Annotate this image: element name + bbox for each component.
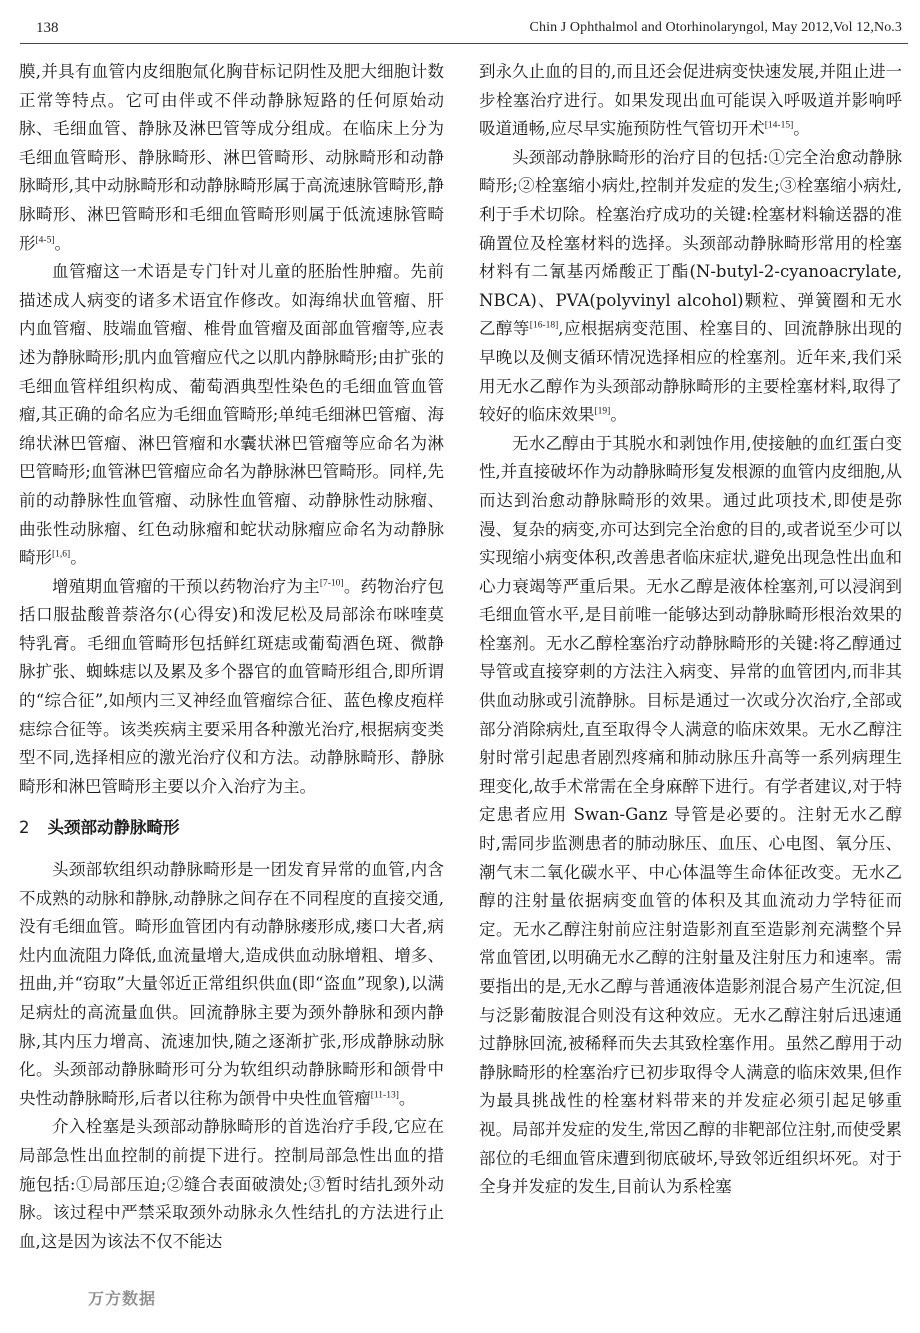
left-column [19,58,444,1256]
paragraph-text: 血管瘤这一术语是专门针对儿童的胚胎性肿瘤。先前描述成人病变的诸多术语宜作修改。如海绵状血管瘤、肝内血管瘤、肢端血管瘤、椎骨血管瘤及面部血管瘤等,应表述为静脉畸形;肌内血管瘤应代之以肌内静脉畸形;由扩张的毛细血管样组织构成、葡萄酒典型性染色的毛细血管血管瘤,其正确的命名应为毛细血管畸形;单纯毛细淋巴管瘤、海绵状淋巴管瘤、淋巴管瘤和水囊状淋巴管瘤等应命名为淋巴管畸形;血管淋巴管瘤应命名为静脉淋巴管畸形。同样,先前的动静脉性血管瘤、动脉性血管瘤、动静脉性动脉瘤、曲张性动脉瘤、红色动脉瘤和蛇状动脉瘤应命名为动静脉畸形 [19,262,444,568]
paragraph-text: 介入栓塞是头颈部动静脉畸形的首选治疗手段,它应在局部急性出血控制的前提下进行。控制局部急性出血的措施包括:①局部压迫;②缝合表面破溃处;③暂时结扎颈外动脉。该过程中严禁采取颈外动脉永久性结扎的方法进行止血,这是因为该法不仅不能达 [19,1117,444,1251]
section-heading [19,814,444,843]
citation: [11-13] [370,1090,399,1101]
journal-running-head: Chin J Ophthalmol and Otorhinolaryngol, May 2012,Vol 12,No.3 [529,20,902,35]
paragraph [479,58,902,144]
paragraph-text: 膜,并具有血管内皮细胞氚化胸苷标记阴性及肥大细胞计数正常等特点。它可由伴或不伴动静脉短路的任何原始动脉、毛细血管、静脉及淋巴管等成分组成。在临床上分为毛细血管畸形、静脉畸形、淋巴管畸形、动脉畸形和动静脉畸形,其中动脉畸形和动静脉畸形属于高流速脉管畸形,静脉畸形、淋巴管畸形和毛细血管畸形则属于低流速脉管畸形 [19,62,444,253]
paragraph [19,258,444,573]
paragraph [19,856,444,1113]
citation: [19] [594,406,611,417]
paragraph-text: ,应根据病变范围、栓塞目的、回流静脉出现的早晚以及侧支循环情况选择相应的栓塞剂。近年来,我们采用无水乙醇作为头颈部动静脉畸形的主要栓塞材料,取得了较好的临床效果 [479,319,903,425]
paragraph [479,430,902,1202]
paragraph-text: 。药物治疗包括口服盐酸普萘洛尔(心得安)和泼尼松及局部涂布咪喹莫特乳膏。毛细血管畸形包括鲜红斑痣或葡萄酒色斑、微静脉扩张、蜘蛛痣以及累及多个器官的血管畸形组合,即所谓的“综合征”,如颅内三叉神经血管瘤综合征、蓝色橡皮疱样痣综合征等。该类疾病主要采用各种激光治疗,根据病变类型不同,选择相应的激光治疗仪和方法。动静脉畸形、静脉畸形和淋巴管畸形主要以介入治疗为主。 [19,576,445,796]
paragraph [479,144,902,430]
paragraph-text: 头颈部软组织动静脉畸形是一团发育异常的血管,内含不成熟的动脉和静脉,动静脉之间存在不同程度的直接交通,没有毛细血管。畸形血管团内有动静脉瘘形成,瘘口大者,病灶内血流阻力降低,血流量增大,造成供血动脉增粗、增多、扭曲,并“窃取”大量邻近正常组织供血(即“盗血”现象),以满足病灶的高流量血供。回流静脉主要为颈外静脉和颈内静脉,其内压力增高、流速加快,随之逐渐扩张,形成静脉动脉化。头颈部动静脉畸形可分为软组织动静脉畸形和颌骨中央性动静脉畸形,后者以往称为颌骨中央性血管瘤 [19,860,444,1108]
citation: [1,6] [52,549,71,560]
paragraph [19,58,444,258]
citation: [14-15] [764,120,794,131]
citation: [16-18] [529,320,559,331]
citation: [4-5] [35,235,55,246]
paragraph [19,573,444,802]
punctuation: 。 [610,405,627,425]
paragraph-text: 无水乙醇由于其脱水和剥蚀作用,使接触的血红蛋白变性,并直接破坏作为动静脉畸形复发根源的血管内皮细胞,从而达到治愈动静脉畸形的效果。通过此项技术,即使是弥漫、复杂的病变,亦可达到完全治愈的目的,或者说至少可以实现缩小病变体积,改善患者临床症状,避免出现急性出血和心力衰竭等严重后果。无水乙醇是液体栓塞剂,可以浸润到毛细血管水平,是目前唯一能够达到动静脉畸形根治效果的栓塞剂。无水乙醇栓塞治疗动静脉畸形的关键:将乙醇通过导管或直接穿刺的方法注入病变、异常的血管团内,而非其供血动脉或引流静脉。目标是通过一次或分次治疗,全部或部分消除病灶,直至取得令人满意的临床效果。无水乙醇注射时常引起患者剧烈疼痛和肺动脉压升高等一系列病理生理变化,故手术常需在全身麻醉下进行。有学者建议,对于特定患者应用 Swan-Ganz 导管是必要的。注射无水乙醇时,需同步监测患者的肺动脉压、血压、心电图、氧分压、潮气末二氧化碳水平、中心体温等生命体征改变。无水乙醇的注射量依据病变血管的体积及其血流动力学特征而定。无水乙醇注射前应注射造影剂直至造影剂充满整个异常血管团,以明确无水乙醇的注射量及注射压力和速率。需要指出的是,无水乙醇与普通液体造影剂混合易产生沉淀,但与泛影葡胺混合则没有这种效应。无水乙醇注射后迅速通过静脉回流,被稀释而失去其致栓塞作用。虽然乙醇用于动静脉畸形的栓塞治疗已初步取得令人满意的临床效果,但作为最具挑战性的栓塞材料带来的并发症必须引起足够重视。局部并发症的发生,常因乙醇的非靶部位注射,而使受累部位的毛细血管床遭到彻底破坏,导致邻近组织坏死。对于全身并发症的发生,目前认为系栓塞 [479,433,902,1197]
section-title: 头颈部动静脉畸形 [47,818,180,838]
punctuation: 。 [793,119,810,139]
paragraph [19,1113,444,1256]
header-rule [20,43,908,44]
section-number: 2 [19,818,30,838]
punctuation: 。 [54,233,71,253]
paragraph-text: 到永久止血的目的,而且还会促进病变快速发展,并阻止进一步栓塞治疗进行。如果发现出血可能误入呼吸道并影响呼吸道通畅,应尽早实施预防性气管切开术 [479,62,902,139]
page-number: 138 [36,20,59,36]
punctuation: 。 [398,1088,416,1108]
citation: [7-10] [319,578,344,589]
paragraph-text: 头颈部动静脉畸形的治疗目的包括:①完全治愈动静脉畸形;②栓塞缩小病灶,控制并发症的发生;③栓塞缩小病灶,利于手术切除。栓塞治疗成功的关键:栓塞材料输送器的准确置位及栓塞材料的选择。头颈部动静脉畸形常用的栓塞材料有二氰基丙烯酸正丁酯(N-butyl-2-cyanoacrylate, NBCA)、PVA(polyvinyl alcohol)颗粒、弹簧圈和无水乙醇等 [479,147,902,339]
right-column [479,58,902,1202]
watermark-logo: 万方数据 [88,1289,157,1308]
punctuation: 。 [70,548,87,568]
paragraph-text: 增殖期血管瘤的干预以药物治疗为主 [52,576,320,596]
page-header [0,0,920,44]
